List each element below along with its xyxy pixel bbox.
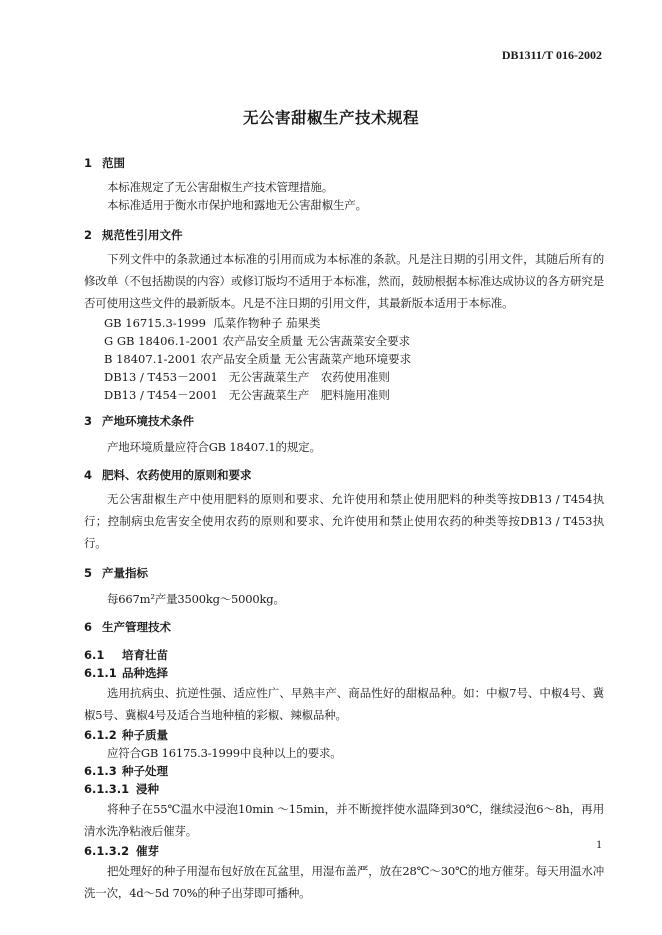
section-heading-2: 2 规范性引用文件 xyxy=(84,228,183,242)
section-heading-3: 3 产地环境技术条件 xyxy=(84,414,194,428)
paragraph: 产地环境质量应符合GB 18407.1的规定。 xyxy=(107,440,321,454)
page-number: 1 xyxy=(596,837,602,851)
document-body xyxy=(84,154,604,904)
paragraph: 选用抗病虫、抗逆性强、适应性广、早熟丰产、商品性好的甜椒品种。如：中椒7号、中椒4号、冀椒5号、冀椒4号及适合当地种植的彩椒、辣椒品种。 xyxy=(84,686,604,722)
paragraph: 本标准规定了无公害甜椒生产技术管理措施。 xyxy=(107,180,333,194)
paragraph: 将种子在55℃温水中浸泡10min ～15min，并不断搅拌使水温降到30℃，继续浸泡6～8h，再用清水洗净粘液后催芽。 xyxy=(84,802,604,838)
section-heading-1: 1 范围 xyxy=(84,156,125,170)
subsection-heading: 6.1.2 种子质量 xyxy=(84,728,168,742)
reference-item: G GB 18406.1-2001 农产品安全质量 无公害蔬菜安全要求 xyxy=(104,334,411,348)
paragraph: 下列文件中的条款通过本标准的引用而成为本标准的条款。凡是注日期的引用文件，其随后所有的修改单（不包括勘误的内容）或修订版均不适用于本标准，然而，鼓励根据本标准达成协议的各方研究是否可使用这些文件的最新版本。凡是不注日期的引用文件，其最新版本适用于本标准。 xyxy=(84,252,604,310)
subsection-heading: 6.1.1 品种选择 xyxy=(84,666,168,680)
subsection-heading: 6.1.3 种子处理 xyxy=(84,764,168,778)
section-heading-6: 6 生产管理技术 xyxy=(84,620,171,634)
paragraph: 本标准适用于衡水市保护地和露地无公害甜椒生产。 xyxy=(107,198,367,212)
subsection-heading: 6.1 培育壮苗 xyxy=(84,648,168,662)
paragraph: 每667m²产量3500kg～5000kg。 xyxy=(107,592,285,606)
subsection-heading: 6.1.3.1 浸种 xyxy=(84,782,159,796)
section-heading-5: 5 产量指标 xyxy=(84,566,148,580)
reference-item: DB13 / T454－2001 无公害蔬菜生产 肥料施用准则 xyxy=(104,388,390,402)
reference-item: B 18407.1-2001 农产品安全质量 无公害蔬菜产地环境要求 xyxy=(104,352,412,366)
paragraph: 应符合GB 16175.3-1999中良种以上的要求。 xyxy=(107,746,342,760)
reference-item: DB13 / T453－2001 无公害蔬菜生产 农药使用准则 xyxy=(104,370,390,384)
section-heading-4: 4 肥料、农药使用的原则和要求 xyxy=(84,468,252,482)
document-code: DB1311/T 016-2002 xyxy=(501,48,602,62)
subsection-heading: 6.1.3.2 催芽 xyxy=(84,844,159,858)
paragraph: 无公害甜椒生产中使用肥料的原则和要求、允许使用和禁止使用肥料的种类等按DB13 / T454执行；控制病虫危害安全使用农药的原则和要求、允许使用和禁止使用农药的种类等按DB13 / T453执行。 xyxy=(84,492,604,550)
paragraph: 把处理好的种子用湿布包好放在瓦盆里，用湿布盖严，放在28℃～30℃的地方催芽。每天用温水冲洗一次，4d～5d 70%的种子出芽即可播种。 xyxy=(84,864,604,900)
document-title: 无公害甜椒生产技术规程 xyxy=(242,109,419,127)
reference-item: GB 16715.3-1999 瓜菜作物种子 茄果类 xyxy=(104,316,321,330)
